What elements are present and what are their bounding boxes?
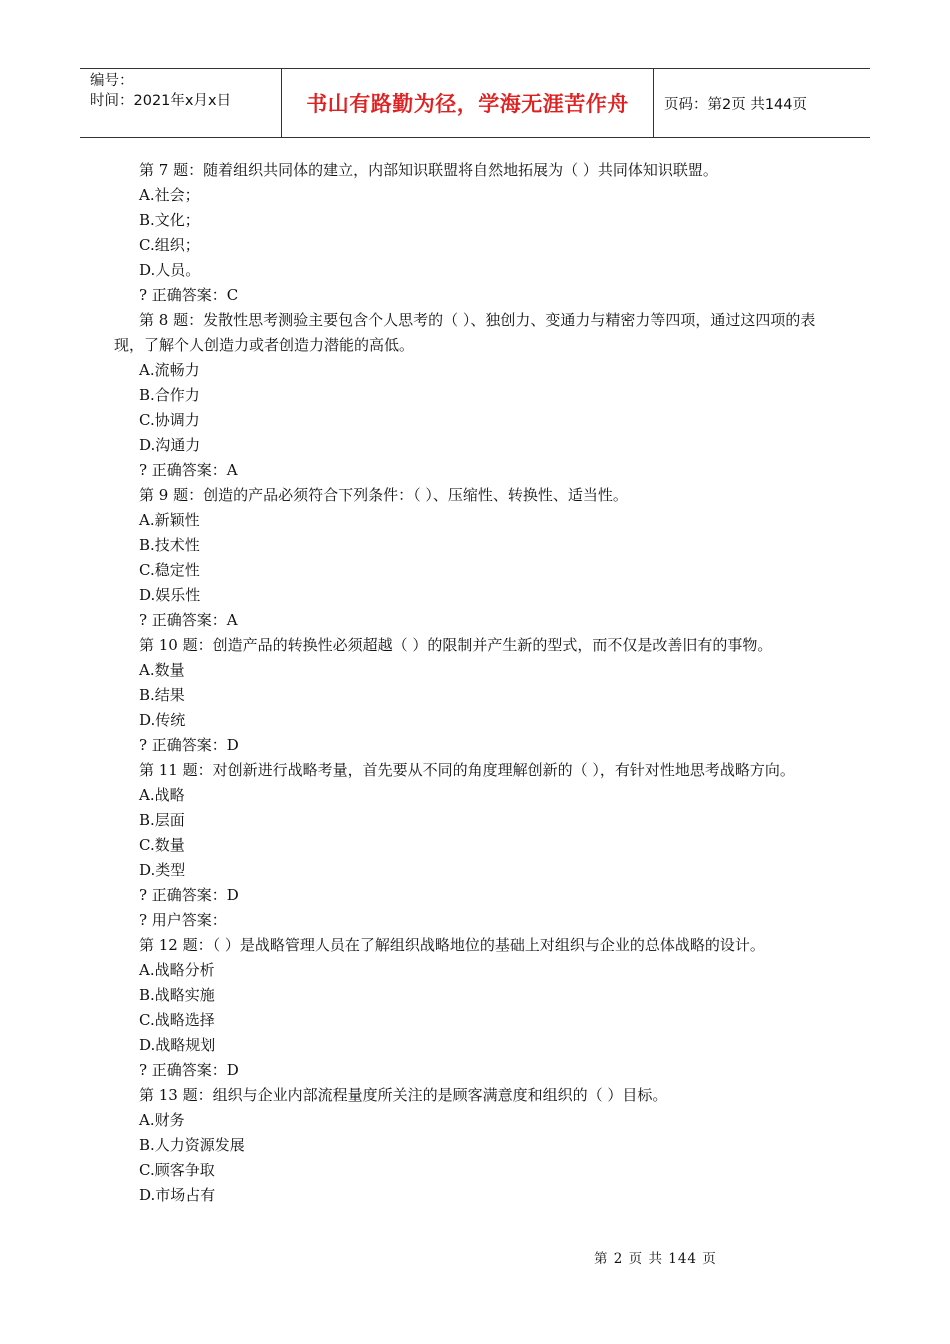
question-list — [114, 158, 844, 1208]
answer-line: ? 用户答案： — [139, 911, 227, 929]
answer-option: A.战略分析 — [139, 961, 215, 979]
question-text: 第 7 题：随着组织共同体的建立，内部知识联盟将自然地拓展为（ ）共同体知识联盟。 — [139, 161, 718, 179]
answer-option: A.新颖性 — [139, 511, 200, 529]
answer-option: D.战略规划 — [139, 1036, 216, 1054]
footer-page-number: 第 2 页 共 144 页 — [594, 1251, 717, 1267]
question-text: 第 11 题：对创新进行战略考量，首先要从不同的角度理解创新的（ ），有针对性地思考战略方向。 — [139, 761, 795, 779]
header-motto-cell — [282, 69, 654, 137]
question-text: 第 10 题：创造产品的转换性必须超越（ ）的限制并产生新的型式，而不仅是改善旧有的事物。 — [139, 636, 773, 654]
question-text: 第 9 题：创造的产品必须符合下列条件：（ ）、压缩性、转换性、适当性。 — [139, 486, 628, 504]
answer-line: ? 正确答案：D — [139, 736, 239, 754]
answer-option: A.战略 — [139, 786, 185, 804]
answer-option: D.沟通力 — [139, 436, 201, 454]
answer-option: C.顾客争取 — [139, 1161, 215, 1179]
question-text: 第 13 题：组织与企业内部流程量度所关注的是顾客满意度和组织的（ ）目标。 — [139, 1086, 668, 1104]
answer-option: A.社会； — [139, 186, 200, 204]
answer-option: C.组织； — [139, 236, 200, 254]
answer-option: B.战略实施 — [139, 986, 215, 1004]
answer-option: B.结果 — [139, 686, 185, 704]
doc-number-label: 编号： — [90, 73, 134, 89]
answer-line: ? 正确答案：A — [139, 611, 238, 629]
answer-option: A.财务 — [139, 1111, 185, 1129]
question-text: 第 8 题：发散性思考测验主要包含个人思考的（ ）、独创力、变通力与精密力等四项，通过这四项的表现，了解个人创造力或者创造力潜能的高低。 — [114, 311, 816, 354]
answer-option: A.流畅力 — [139, 361, 200, 379]
header-meta — [80, 69, 282, 137]
answer-option: D.传统 — [139, 711, 186, 729]
answer-option: D.人员。 — [139, 261, 201, 279]
answer-option: B.人力资源发展 — [139, 1136, 245, 1154]
answer-option: D.类型 — [139, 861, 186, 879]
answer-option: D.娱乐性 — [139, 586, 201, 604]
answer-option: C.战略选择 — [139, 1011, 215, 1029]
page-info-text: 页码：第2页 共144页 — [664, 96, 808, 113]
answer-line: ? 正确答案：A — [139, 461, 238, 479]
motto-text: 书山有路勤为径，学海无涯苦作舟 — [306, 92, 629, 116]
answer-option: B.技术性 — [139, 536, 200, 554]
doc-time-label: 时间：2021年x月x日 — [90, 93, 232, 109]
answer-option: D.市场占有 — [139, 1186, 216, 1204]
header-page-info — [654, 69, 870, 137]
answer-line: ? 正确答案：C — [139, 286, 239, 304]
answer-option: C.协调力 — [139, 411, 200, 429]
page-header — [80, 68, 870, 138]
answer-line: ? 正确答案：D — [139, 1061, 239, 1079]
answer-line: ? 正确答案：D — [139, 886, 239, 904]
answer-option: B.文化； — [139, 211, 200, 229]
answer-option: C.数量 — [139, 836, 185, 854]
answer-option: A.数量 — [139, 661, 185, 679]
answer-option: B.层面 — [139, 811, 185, 829]
answer-option: C.稳定性 — [139, 561, 200, 579]
answer-option: B.合作力 — [139, 386, 200, 404]
page-footer — [594, 1247, 717, 1267]
question-text: 第 12 题：（ ）是战略管理人员在了解组织战略地位的基础上对组织与企业的总体战略的设计。 — [139, 936, 765, 954]
